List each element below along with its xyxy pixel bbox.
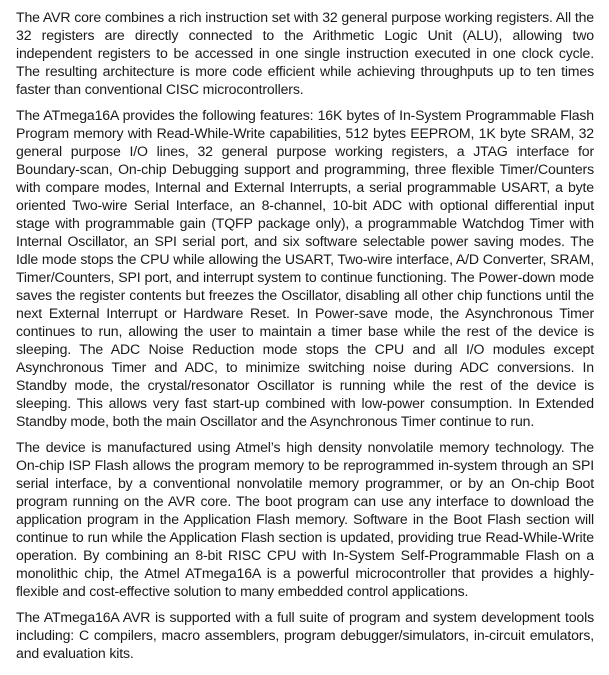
paragraph-development-tools: The ATmega16A AVR is supported with a full suite of program and system development tools including: C compilers, macro assemblers, program debugger/simulators, in-circuit emulators, and evaluation kits. xyxy=(16,609,594,661)
paragraph-manufacturing: The device is manufactured using Atmel’s high density nonvolatile memory technology. The On-chip ISP Flash allows the program memory to be reprogrammed in-system through an SPI serial interface, by a conventional nonvolatile memory programmer, or by an On-chip Boot program running on the AVR core. The boot program can use any interface to download the application program in the Application Flash memory. Software in the Boot Flash section will continue to run while the Application Flash section is updated, providing true Read-While-Write operation. By combining an 8-bit RISC CPU with In-System Self-Programmable Flash on a monolithic chip, the Atmel ATmega16A is a powerful microcontroller that provides a highly-flexible and cost-effective solution to many embedded control applications. xyxy=(16,439,594,599)
paragraph-avr-core: The AVR core combines a rich instruction set with 32 general purpose working registers. All the 32 registers are directly connected to the Arithmetic Logic Unit (ALU), allowing two independent registers to be accessed in one single instruction executed in one clock cycle. The resulting architecture is more code efficient while achieving throughputs up to ten times faster than conventional CISC microcontrollers. xyxy=(16,9,594,97)
paragraph-features: The ATmega16A provides the following features: 16K bytes of In-System Programmable Flash Program memory with Read-While-Write capabilities, 512 bytes EEPROM, 1K byte SRAM, 32 general purpose I/O lines, 32 general purpose working registers, a JTAG interface for Boundary-scan, On-chip Debugging support and programming, three flexible Timer/Counters with compare modes, Internal and External Interrupts, a serial programmable USART, a byte oriented Two-wire Serial Interface, an 8-channel, 10-bit ADC with optional differential input stage with programmable gain (TQFP package only), a programmable Watchdog Timer with Internal Oscillator, an SPI serial port, and six software selectable power saving modes. The Idle mode stops the CPU while allowing the USART, Two-wire interface, A/D Converter, SRAM, Timer/Counters, SPI port, and interrupt system to continue functioning. The Power-down mode saves the register contents but freezes the Oscillator, disabling all other chip functions until the next External Interrupt or Hardware Reset. In Power-save mode, the Asynchronous Timer continues to run, allowing the user to maintain a timer base while the rest of the device is sleeping. The ADC Noise Reduction mode stops the CPU and all I/O modules except Asynchronous Timer and ADC, to minimize switching noise during ADC conversions. In Standby mode, the crystal/resonator Oscillator is running while the rest of the device is sleeping. This allows very fast start-up combined with low-power consumption. In Extended Standby mode, both the main Oscillator and the Asynchronous Timer continue to run. xyxy=(16,107,594,429)
